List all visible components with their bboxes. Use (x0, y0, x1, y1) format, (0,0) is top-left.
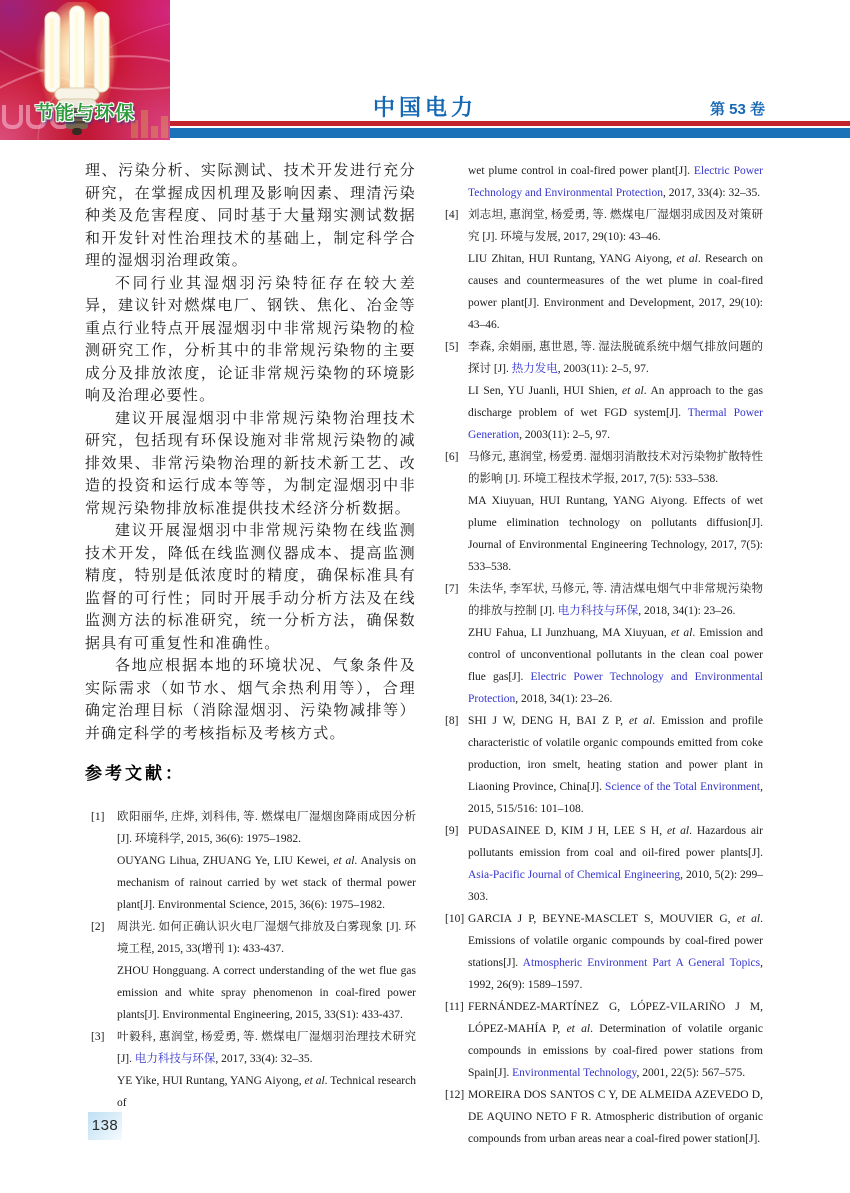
reference-number: [7] (445, 583, 459, 595)
reference-item (445, 446, 763, 578)
body-paragraph: 建议开展湿烟羽中非常规污染物在线监测技术开发，降低在线监测仪器成本、提高监测精度，特别是低浓度时的精度，确保标准具有监督的可行性；同时开展手动分析方法及在线监测方法的标准研究，统一分析方法，确保数据具有可重复性和准确性。 (85, 523, 416, 652)
volume-label: 第 53 卷 (709, 101, 765, 118)
reference-item (445, 820, 763, 908)
references-list-right (445, 160, 763, 1150)
reference-text: GARCIA J P, BEYNE-MASCLET S, MOUVIER G, et al. Emissions of volatile organic compounds by coal-fired power stations[J]. Atmospheric Environment Part A General Topics, 1992, 26(9): 1589–1597. (468, 913, 763, 991)
reference-number: [10] (445, 913, 465, 925)
reference-number: [6] (445, 451, 459, 463)
reference-number: [2] (91, 921, 105, 933)
reference-number: [4] (445, 209, 459, 221)
header-rule-blue (170, 128, 850, 138)
reference-item (445, 204, 763, 336)
reference-number: [3] (91, 1031, 105, 1043)
body-paragraph: 各地应根据本地的环境状况、气象条件及实际需求（如节水、烟气余热利用等），合理确定治理目标（消除湿烟羽、污染物减排等）并确定科学的考核指标及考核方式。 (85, 658, 416, 742)
reference-text: 叶毅科, 惠润堂, 杨爱勇, 等. 燃煤电厂湿烟羽治理技术研究 [J]. 电力科技与环保, 2017, 33(4): 32–35. (117, 1031, 416, 1065)
reference-item (445, 996, 763, 1084)
journal-link[interactable]: 电力科技与环保 (134, 1053, 216, 1065)
left-column (85, 160, 416, 1114)
body-paragraph: 理、污染分析、实际测试、技术开发进行充分研究，在掌握成因机理及影响因素、理清污染种类及危害程度、同时基于大量翔实测试数据和开发针对性治理技术的基础上，制定科学合理的湿烟羽治理政策。 (85, 163, 416, 269)
body-paragraph: 不同行业其湿烟羽污染特征存在较大差异，建议针对燃煤电厂、钢铁、焦化、冶金等重点行业特点开展湿烟羽中非常规污染物的检测研究工作，分析其中的非常规污染物的主要成分及排放浓度，论证非常规污染物的环境影响及治理必要性。 (85, 275, 416, 404)
journal-link[interactable]: 热力发电 (511, 363, 558, 375)
journal-link[interactable]: 电力科技与环保 (557, 605, 639, 617)
reference-text: LI Sen, YU Juanli, HUI Shien, et al. An approach to the gas discharge problem of wet FGD system[J]. Thermal Power Generation, 2003(11): 2–5, 97. (468, 385, 763, 441)
reference-item (91, 1026, 416, 1114)
journal-link[interactable]: Environmental Technology (512, 1067, 637, 1079)
reference-text: 欧阳丽华, 庄烨, 刘科伟, 等. 燃煤电厂湿烟囱降雨成因分析 [J]. 环境科学, 2015, 36(6): 1975–1982. (117, 811, 416, 845)
reference-text: FERNÁNDEZ-MARTÍNEZ G, LÓPEZ-VILARIÑO J M, LÓPEZ-MAHÍA P, et al. Determination of volatile organic compounds in emissions by coal-fired power stations from Spain[J]. Environmental Technology, 2001, 22(5): 567–575. (468, 1001, 763, 1079)
reference-number: [11] (445, 1001, 464, 1013)
reference-text: SHI J W, DENG H, BAI Z P, et al. Emission and profile characteristic of volatile organic compounds emitted from coke production, iron smelt, heating station and power plant in Liaoning Province, China[J]. Science of the Total Environment, 2015, 515/516: 101–108. (468, 715, 763, 815)
reference-text: 刘志坦, 惠润堂, 杨爱勇, 等. 燃煤电厂湿烟羽成因及对策研究 [J]. 环境与发展, 2017, 29(10): 43–46. (468, 209, 763, 243)
references-heading: 参考文献： (85, 764, 185, 783)
reference-text: MA Xiuyuan, HUI Runtang, YANG Aiyong. Effects of wet plume elimination technology on pollutants diffusion[J]. Journal of Environmental Engineering Technology, 2017, 7(5): 533–538. (468, 495, 763, 573)
reference-item (445, 908, 763, 996)
reference-item (91, 806, 416, 916)
body-paragraph: 建议开展湿烟羽中非常规污染物治理技术研究，包括现有环保设施对非常规污染物的减排效果、非常污染物治理的新技术新工艺、改造的投资和运行成本等等，为制定湿烟羽中非常规污染物排放标准提供技术经济分析数据。 (85, 410, 416, 517)
reference-text: wet plume control in coal-fired power plant[J]. Electric Power Technology and Environmental Protection, 2017, 33(4): 32–35. (468, 165, 763, 199)
reference-item (445, 710, 763, 820)
reference-item (445, 578, 763, 710)
references-list-left (91, 806, 416, 1114)
reference-number: [12] (445, 1089, 465, 1101)
reference-number: [9] (445, 825, 459, 837)
banner-label: 节能与环保 (34, 103, 135, 124)
right-column (445, 160, 763, 1150)
reference-text: 周洪光. 如何正确认识火电厂湿烟气排放及白雾现象 [J]. 环境工程, 2015, 33(增刊 1): 433-437. (117, 921, 416, 955)
journal-link[interactable]: Thermal Power Generation (468, 407, 763, 441)
reference-item (445, 160, 763, 204)
journal-link[interactable]: Electric Power Technology and Environmental Protection (468, 671, 763, 705)
journal-link[interactable]: Electric Power Technology and Environmental Protection (468, 165, 763, 199)
reference-text: MOREIRA DOS SANTOS C Y, DE ALMEIDA AZEVEDO D, DE AQUINO NETO F R. Atmospheric distribution of organic compounds from urban areas near a coal-fired power station[J]. (468, 1089, 763, 1145)
reference-text: OUYANG Lihua, ZHUANG Ye, LIU Kewei, et al. Analysis on mechanism of rainout carried by wet stack of thermal power plant[J]. Environmental Science, 2015, 36(6): 1975–1982. (117, 855, 416, 911)
reference-item (445, 1084, 763, 1150)
reference-number: [5] (445, 341, 459, 353)
reference-text: 李森, 余娟丽, 惠世恩, 等. 湿法脱硫系统中烟气排放问题的探讨 [J]. 热力发电, 2003(11): 2–5, 97. (468, 341, 763, 375)
journal-link[interactable]: Science of the Total Environment (605, 781, 761, 793)
reference-item (445, 336, 763, 446)
reference-number: [8] (445, 715, 459, 727)
reference-text: ZHU Fahua, LI Junzhuang, MA Xiuyuan, et al. Emission and control of unconventional pollutants in the clean coal power flue gas[J]. Electric Power Technology and Environmental Protection, 2018, 34(1): 23–26. (468, 627, 763, 705)
header-rule-red (170, 121, 850, 126)
page-number: 138 (88, 1112, 122, 1140)
journal-link[interactable]: Atmospheric Environment Part A General Topics (522, 957, 761, 969)
reference-text: 朱法华, 李军状, 马修元, 等. 清洁煤电烟气中非常规污染物的排放与控制 [J]. 电力科技与环保, 2018, 34(1): 23–26. (468, 583, 763, 617)
reference-text: 马修元, 惠润堂, 杨爱勇. 湿烟羽消散技术对污染物扩散特性的影响 [J]. 环境工程技术学报, 2017, 7(5): 533–538. (468, 451, 763, 485)
reference-item (91, 916, 416, 1026)
reference-text: LIU Zhitan, HUI Runtang, YANG Aiyong, et al. Research on causes and countermeasures of the wet plume in coal-fired power plant[J]. Environment and Development, 2017, 29(10): 43–46. (468, 253, 763, 331)
reference-text: PUDASAINEE D, KIM J H, LEE S H, et al. Hazardous air pollutants emission from coal and oil-fired power plants[J]. Asia-Pacific Journal of Chemical Engineering, 2010, 5(2): 299–303. (468, 825, 764, 903)
journal-link[interactable]: Asia-Pacific Journal of Chemical Engineering (468, 869, 681, 881)
reference-number: [1] (91, 811, 105, 823)
reference-text: ZHOU Hongguang. A correct understanding of the wet flue gas emission and white spray phenomenon in coal-fired power plants[J]. Environmental Engineering, 2015, 33(S1): 433-437. (117, 965, 416, 1021)
reference-text: YE Yike, HUI Runtang, YANG Aiyong, et al. Technical research of (117, 1075, 416, 1109)
journal-title: 中国电力 (372, 95, 477, 120)
